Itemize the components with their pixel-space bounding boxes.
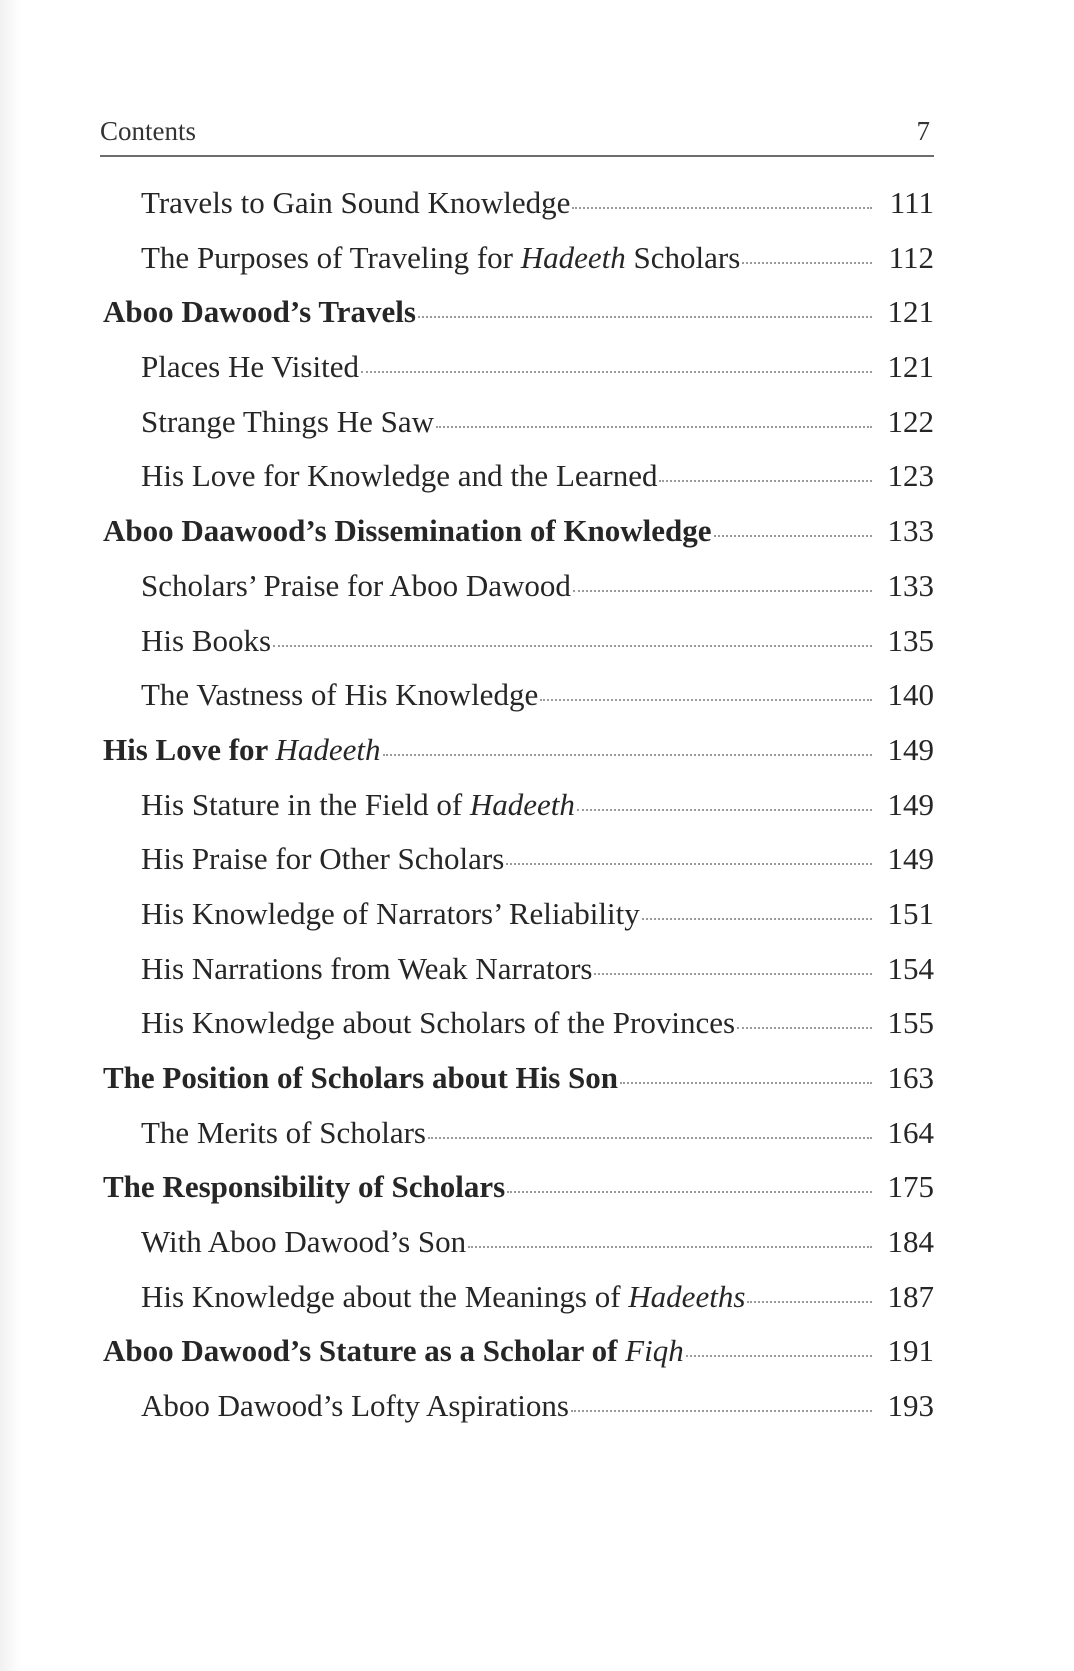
toc-section-entry[interactable] bbox=[0, 949, 1074, 1004]
toc-section-entry[interactable] bbox=[0, 1277, 1074, 1332]
toc-chapter-entry[interactable] bbox=[0, 511, 1074, 566]
toc-entry-title bbox=[141, 402, 434, 442]
dot-leader bbox=[507, 1190, 872, 1193]
dot-leader bbox=[383, 753, 872, 756]
toc-section-entry[interactable] bbox=[0, 238, 1074, 293]
dot-leader bbox=[361, 370, 872, 373]
toc-page-number: 164 bbox=[887, 1114, 934, 1150]
toc-chapter-entry[interactable] bbox=[0, 1058, 1074, 1113]
toc-section-entry[interactable] bbox=[0, 621, 1074, 676]
toc-page-number: 121 bbox=[887, 294, 934, 330]
toc-entry-title bbox=[141, 347, 359, 387]
dot-leader bbox=[468, 1245, 872, 1248]
toc-page-number: 187 bbox=[887, 1278, 934, 1314]
toc-entry-title bbox=[141, 1113, 426, 1153]
toc-section-entry[interactable] bbox=[0, 785, 1074, 840]
toc-chapter-entry[interactable] bbox=[0, 730, 1074, 785]
italic-term: Hadeeth bbox=[520, 239, 626, 275]
toc-entry-title bbox=[103, 1167, 505, 1207]
toc-entry-title bbox=[141, 238, 740, 278]
title-text: Strange Things He Saw bbox=[141, 403, 435, 439]
title-text: His Knowledge about the Meanings of bbox=[141, 1278, 629, 1314]
title-text: The Vastness of His Knowledge bbox=[141, 677, 539, 713]
toc-page-number: 151 bbox=[887, 895, 934, 931]
dot-leader bbox=[742, 261, 872, 264]
toc-section-entry[interactable] bbox=[0, 1113, 1074, 1168]
italic-term: Hadeeths bbox=[628, 1278, 746, 1314]
toc-entry-title bbox=[141, 1277, 745, 1317]
dot-leader bbox=[506, 862, 872, 865]
title-text: Travels to Gain Sound Knowledge bbox=[141, 185, 571, 220]
dot-leader bbox=[540, 698, 872, 701]
toc-page-number: 121 bbox=[887, 349, 934, 385]
toc-page-number: 175 bbox=[887, 1169, 934, 1205]
toc-section-entry[interactable] bbox=[0, 894, 1074, 949]
toc-page-number: 133 bbox=[887, 567, 934, 603]
title-text: His Love for bbox=[103, 731, 276, 767]
toc-page-number: 155 bbox=[887, 1005, 934, 1041]
toc-section-entry[interactable] bbox=[0, 566, 1074, 621]
toc-entry-title bbox=[103, 511, 712, 551]
dot-leader bbox=[642, 917, 872, 920]
title-text: Aboo Dawood’s Stature as a Scholar of bbox=[103, 1333, 626, 1369]
toc-section-entry[interactable] bbox=[0, 1386, 1074, 1441]
toc-page-number: 122 bbox=[887, 403, 934, 439]
toc-page-number: 184 bbox=[887, 1224, 934, 1260]
toc-page-number: 191 bbox=[887, 1333, 934, 1369]
italic-term: Hadeeth bbox=[275, 731, 381, 767]
title-text: His Knowledge about Scholars of the Provinces bbox=[141, 1005, 736, 1041]
dot-leader bbox=[686, 1354, 872, 1357]
title-text: His Knowledge of Narrators’ Reliability bbox=[141, 895, 640, 931]
dot-leader bbox=[620, 1081, 872, 1084]
table-of-contents bbox=[0, 183, 1074, 1441]
italic-term: Hadeeth bbox=[469, 786, 575, 822]
toc-page-number: 193 bbox=[887, 1388, 934, 1424]
title-text: His Narrations from Weak Narrators bbox=[141, 950, 593, 986]
toc-chapter-entry[interactable] bbox=[0, 1331, 1074, 1386]
toc-entry-title bbox=[141, 1386, 569, 1426]
dot-leader bbox=[428, 1136, 872, 1139]
toc-page-number: 163 bbox=[887, 1060, 934, 1095]
italic-term: Fiqh bbox=[625, 1333, 684, 1369]
dot-leader bbox=[273, 644, 872, 647]
toc-section-entry[interactable] bbox=[0, 347, 1074, 402]
toc-page-number: 133 bbox=[887, 513, 934, 549]
toc-entry-title bbox=[141, 183, 570, 223]
toc-section-entry[interactable] bbox=[0, 456, 1074, 511]
toc-entry-title bbox=[103, 730, 381, 770]
dot-leader bbox=[747, 1300, 872, 1303]
title-text: Aboo Dawood’s Lofty Aspirations bbox=[141, 1388, 569, 1424]
dot-leader bbox=[418, 315, 872, 318]
dot-leader bbox=[436, 425, 872, 428]
title-text: Aboo Dawood’s Travels bbox=[103, 294, 416, 330]
toc-entry-title bbox=[141, 839, 504, 879]
dot-leader bbox=[737, 1026, 872, 1029]
running-head bbox=[100, 114, 934, 148]
toc-chapter-entry[interactable] bbox=[0, 1167, 1074, 1222]
dot-leader bbox=[571, 1409, 872, 1412]
dot-leader bbox=[572, 206, 872, 209]
title-text: The Purposes of Traveling for bbox=[141, 239, 521, 275]
toc-entry-title bbox=[141, 456, 657, 496]
title-text: Scholars’ Praise for Aboo Dawood bbox=[141, 567, 571, 603]
toc-entry-title bbox=[141, 785, 575, 825]
title-text: The Merits of Scholars bbox=[141, 1114, 426, 1150]
dot-leader bbox=[577, 808, 872, 811]
title-text: His Praise for Other Scholars bbox=[141, 841, 505, 877]
toc-page-number: 111 bbox=[889, 185, 934, 220]
toc-page-number: 140 bbox=[887, 677, 934, 713]
title-text: Aboo Daawood’s Dissemination of Knowledge bbox=[103, 513, 712, 549]
title-text: His Books bbox=[141, 622, 272, 658]
toc-entry-title bbox=[103, 292, 416, 332]
toc-entry-title bbox=[141, 1003, 735, 1043]
title-text: Places He Visited bbox=[141, 349, 359, 385]
toc-section-entry[interactable] bbox=[0, 1222, 1074, 1277]
toc-entry-title bbox=[103, 1058, 618, 1098]
toc-page-number: 154 bbox=[887, 950, 934, 986]
toc-entry-title bbox=[141, 894, 640, 934]
header-rule bbox=[100, 155, 934, 157]
toc-page-number: 149 bbox=[887, 731, 934, 767]
title-text: The Position of Scholars about His Son bbox=[103, 1060, 619, 1095]
toc-page-number: 149 bbox=[887, 841, 934, 877]
dot-leader bbox=[573, 589, 872, 592]
toc-section-entry[interactable] bbox=[0, 1003, 1074, 1058]
running-head-title: Contents bbox=[100, 116, 197, 146]
toc-entry-title bbox=[141, 949, 592, 989]
toc-section-entry[interactable] bbox=[0, 183, 1074, 238]
toc-section-entry[interactable] bbox=[0, 675, 1074, 730]
toc-page-number: 123 bbox=[887, 458, 934, 494]
toc-entry-title bbox=[103, 1331, 684, 1371]
title-text: With Aboo Dawood’s Son bbox=[141, 1224, 467, 1260]
title-text: The Responsibility of Scholars bbox=[103, 1169, 506, 1205]
toc-page-number: 112 bbox=[888, 239, 934, 275]
toc-entry-title bbox=[141, 621, 271, 661]
page-number: 7 bbox=[916, 116, 930, 146]
title-text: His Love for Knowledge and the Learned bbox=[141, 458, 658, 494]
toc-entry-title bbox=[141, 1222, 466, 1262]
dot-leader bbox=[594, 972, 872, 975]
title-text: His Stature in the Field of bbox=[141, 786, 470, 822]
dot-leader bbox=[659, 479, 872, 482]
toc-chapter-entry[interactable] bbox=[0, 292, 1074, 347]
title-text: Scholars bbox=[625, 239, 741, 275]
toc-page-number: 149 bbox=[887, 786, 934, 822]
toc-entry-title bbox=[141, 566, 571, 606]
toc-page-number: 135 bbox=[887, 622, 934, 658]
dot-leader bbox=[714, 534, 872, 537]
toc-entry-title bbox=[141, 675, 538, 715]
toc-section-entry[interactable] bbox=[0, 839, 1074, 894]
toc-section-entry[interactable] bbox=[0, 402, 1074, 457]
